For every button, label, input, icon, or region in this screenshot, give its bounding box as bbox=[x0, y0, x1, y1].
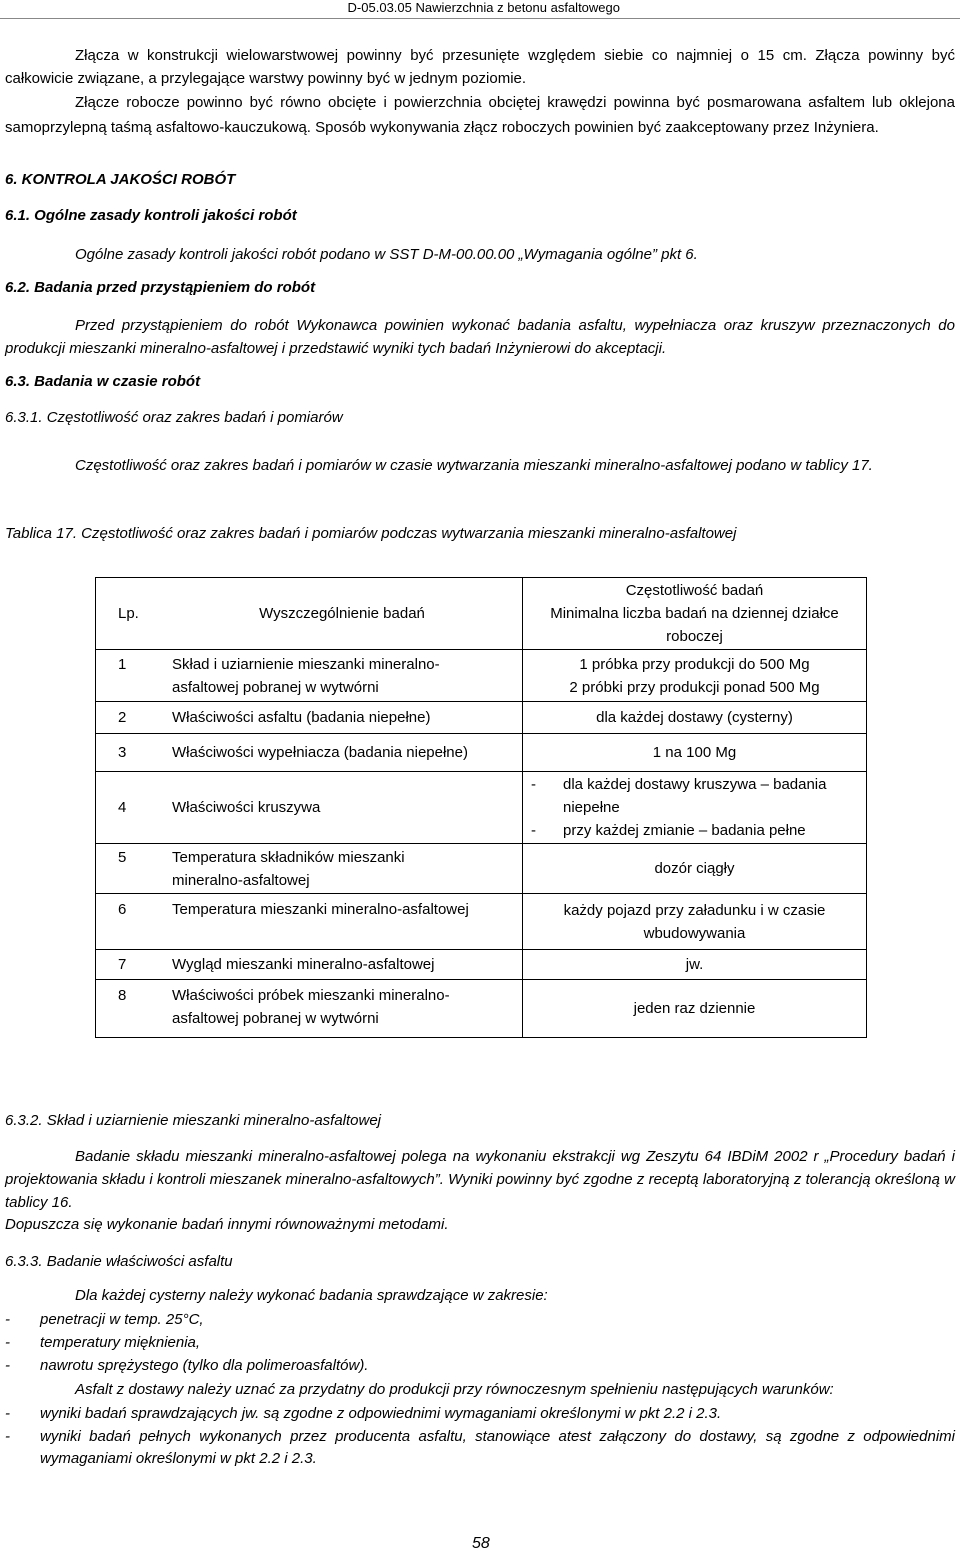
row-lp: 4 bbox=[96, 772, 163, 844]
frequency-list bbox=[527, 773, 862, 842]
section-6-3-1-text: Częstotliwość oraz zakres badań i pomiarów w czasie wytwarzania mieszanki mineralno-asfaltowej podano w tablicy 17. bbox=[75, 457, 873, 474]
intro-paragraph-2: Złącze robocze powinno być równo obcięte i powierzchnia obciętej krawędzi powinna być posmarowana asfaltem lub oklejona samoprzylepną taśmą asfaltowo-kauczukową. Sposób wykonywania złącz roboczych powinien być zaakceptowany przez Inżyniera. bbox=[5, 94, 955, 136]
table-row bbox=[96, 950, 867, 980]
row-frequency bbox=[523, 772, 867, 844]
row-name: Wygląd mieszanki mineralno-asfaltowej bbox=[162, 950, 523, 980]
row-lp: 8 bbox=[96, 980, 163, 1038]
row-frequency: jeden raz dziennie bbox=[523, 980, 867, 1038]
row-frequency: 1 na 100 Mg bbox=[523, 734, 867, 772]
row-lp: 3 bbox=[96, 734, 163, 772]
section-6-3-3-intro: Dla każdej cysterny należy wykonać badania sprawdzające w zakresie: bbox=[75, 1287, 548, 1304]
table-row bbox=[96, 702, 867, 734]
row-lp: 6 bbox=[96, 894, 163, 950]
row-frequency: dla każdej dostawy (cysterny) bbox=[523, 702, 867, 734]
header-frequency bbox=[523, 578, 867, 650]
row-name: Temperatura składników mieszanki mineralno-asfaltowej bbox=[162, 844, 523, 894]
table-caption: Tablica 17. Częstotliwość oraz zakres badań i pomiarów podczas wytwarzania mieszanki mineralno-asfaltowej bbox=[5, 525, 737, 542]
row-name: Właściwości próbek mieszanki mineralno-asfaltowej pobranej w wytwórni bbox=[162, 980, 523, 1038]
header-frequency-title: Częstotliwość badań bbox=[625, 582, 764, 599]
page-number: 58 bbox=[472, 1535, 490, 1552]
table-row bbox=[96, 980, 867, 1038]
list-item: - wyniki badań pełnych wykonanych przez producenta asfaltu, stanowiące atest załączony do dostawy, są zgodne z odpowiednimi wymaganiami określonymi w pkt 2.2 i 2.3. bbox=[5, 1428, 955, 1467]
section-6-3-2-text-2: Dopuszcza się wykonanie badań innymi równoważnymi metodami. bbox=[5, 1216, 449, 1233]
header-rule bbox=[0, 18, 960, 19]
row-lp: 1 bbox=[96, 650, 163, 702]
list-item: - penetracji w temp. 25°C, bbox=[5, 1311, 204, 1328]
running-header: D-05.03.05 Nawierzchnia z betonu asfaltowego bbox=[347, 0, 620, 15]
row-name: Właściwości asfaltu (badania niepełne) bbox=[162, 702, 523, 734]
section-6-2-text: Przed przystąpieniem do robót Wykonawca powinien wykonać badania asfaltu, wypełniacza oraz kruszyw przeznaczonych do produkcji mieszanki mineralno-asfaltowej i przedstawić wyniki tych badań Inżynierowi do akceptacji. bbox=[5, 317, 955, 357]
table-header-row bbox=[96, 578, 867, 650]
row-name: Właściwości wypełniacza (badania niepełne) bbox=[162, 734, 523, 772]
row-frequency: jw. bbox=[523, 950, 867, 980]
header-frequency-subtitle: Minimalna liczba badań na dziennej działce roboczej bbox=[550, 605, 839, 645]
header-name: Wyszczególnienie badań bbox=[162, 578, 523, 650]
list-item: - nawrotu sprężystego (tylko dla polimeroasfaltów). bbox=[5, 1357, 369, 1374]
row-frequency-line: 2 próbki przy produkcji ponad 500 Mg bbox=[569, 678, 820, 696]
list-item: - wyniki badań sprawdzających jw. są zgodne z odpowiednimi wymaganiami określonymi w pkt 2.2 i 2.3. bbox=[5, 1405, 722, 1422]
row-frequency: dozór ciągły bbox=[523, 844, 867, 894]
list-item: - temperatury mięknienia, bbox=[5, 1334, 201, 1351]
row-lp: 7 bbox=[96, 950, 163, 980]
table-row bbox=[96, 844, 867, 894]
section-6-3-1-heading: 6.3.1. Częstotliwość oraz zakres badań i pomiarów bbox=[5, 409, 343, 426]
row-frequency-line: 1 próbka przy produkcji do 500 Mg bbox=[579, 655, 810, 673]
header-lp: Lp. bbox=[96, 578, 163, 650]
table-row bbox=[96, 650, 867, 702]
row-name: Skład i uziarnienie mieszanki mineralno-asfaltowej pobranej w wytwórni bbox=[162, 650, 523, 702]
section-6-1-heading: 6.1. Ogólne zasady kontroli jakości robót bbox=[5, 207, 297, 224]
section-6-3-3-intro-2: Asfalt z dostawy należy uznać za przydatny do produkcji przy równoczesnym spełnieniu następujących warunków: bbox=[75, 1381, 834, 1398]
table-row bbox=[96, 894, 867, 950]
intro-paragraph-1: Złącza w konstrukcji wielowarstwowej powinny być przesunięte względem siebie co najmniej o 15 cm. Złącza powinny być całkowicie związane, a przylegające warstwy powinny być w jednym poziomie. bbox=[5, 47, 955, 87]
row-lp: 5 bbox=[96, 844, 163, 894]
section-6-2-heading: 6.2. Badania przed przystąpieniem do robót bbox=[5, 279, 316, 296]
row-lp: 2 bbox=[96, 702, 163, 734]
section-6-3-heading: 6.3. Badania w czasie robót bbox=[5, 373, 201, 390]
list-item: - przy każdej zmianie – badania pełne bbox=[527, 819, 862, 842]
section-6-heading: 6. KONTROLA JAKOŚCI ROBÓT bbox=[5, 171, 236, 188]
table-row bbox=[96, 772, 867, 844]
section-6-1-text: Ogólne zasady kontroli jakości robót podano w SST D-M-00.00.00 „Wymagania ogólne” pkt 6. bbox=[75, 246, 698, 263]
row-name: Właściwości kruszywa bbox=[162, 772, 523, 844]
row-name: Temperatura mieszanki mineralno-asfaltowej bbox=[162, 894, 523, 950]
row-frequency: każdy pojazd przy załadunku i w czasie wbudowywania bbox=[523, 894, 867, 950]
section-6-3-2-heading: 6.3.2. Skład i uziarnienie mieszanki mineralno-asfaltowej bbox=[5, 1112, 382, 1129]
section-6-3-2-text: Badanie składu mieszanki mineralno-asfaltowej polega na wykonaniu ekstrakcji wg Zeszytu 64 IBDiM 2002 r „Procedury badań i projektowania składu i kontroli mieszanek mineralno-asfaltowych”. Wyniki powinny być zgodne z receptą laboratoryjną z tolerancją określoną w tablicy 16. bbox=[5, 1148, 955, 1211]
table-row bbox=[96, 734, 867, 772]
list-item: - dla każdej dostawy kruszywa – badania niepełne bbox=[527, 773, 862, 819]
row-frequency bbox=[523, 650, 867, 702]
frequency-table bbox=[95, 577, 867, 1038]
section-6-3-3-heading: 6.3.3. Badanie właściwości asfaltu bbox=[5, 1253, 233, 1270]
